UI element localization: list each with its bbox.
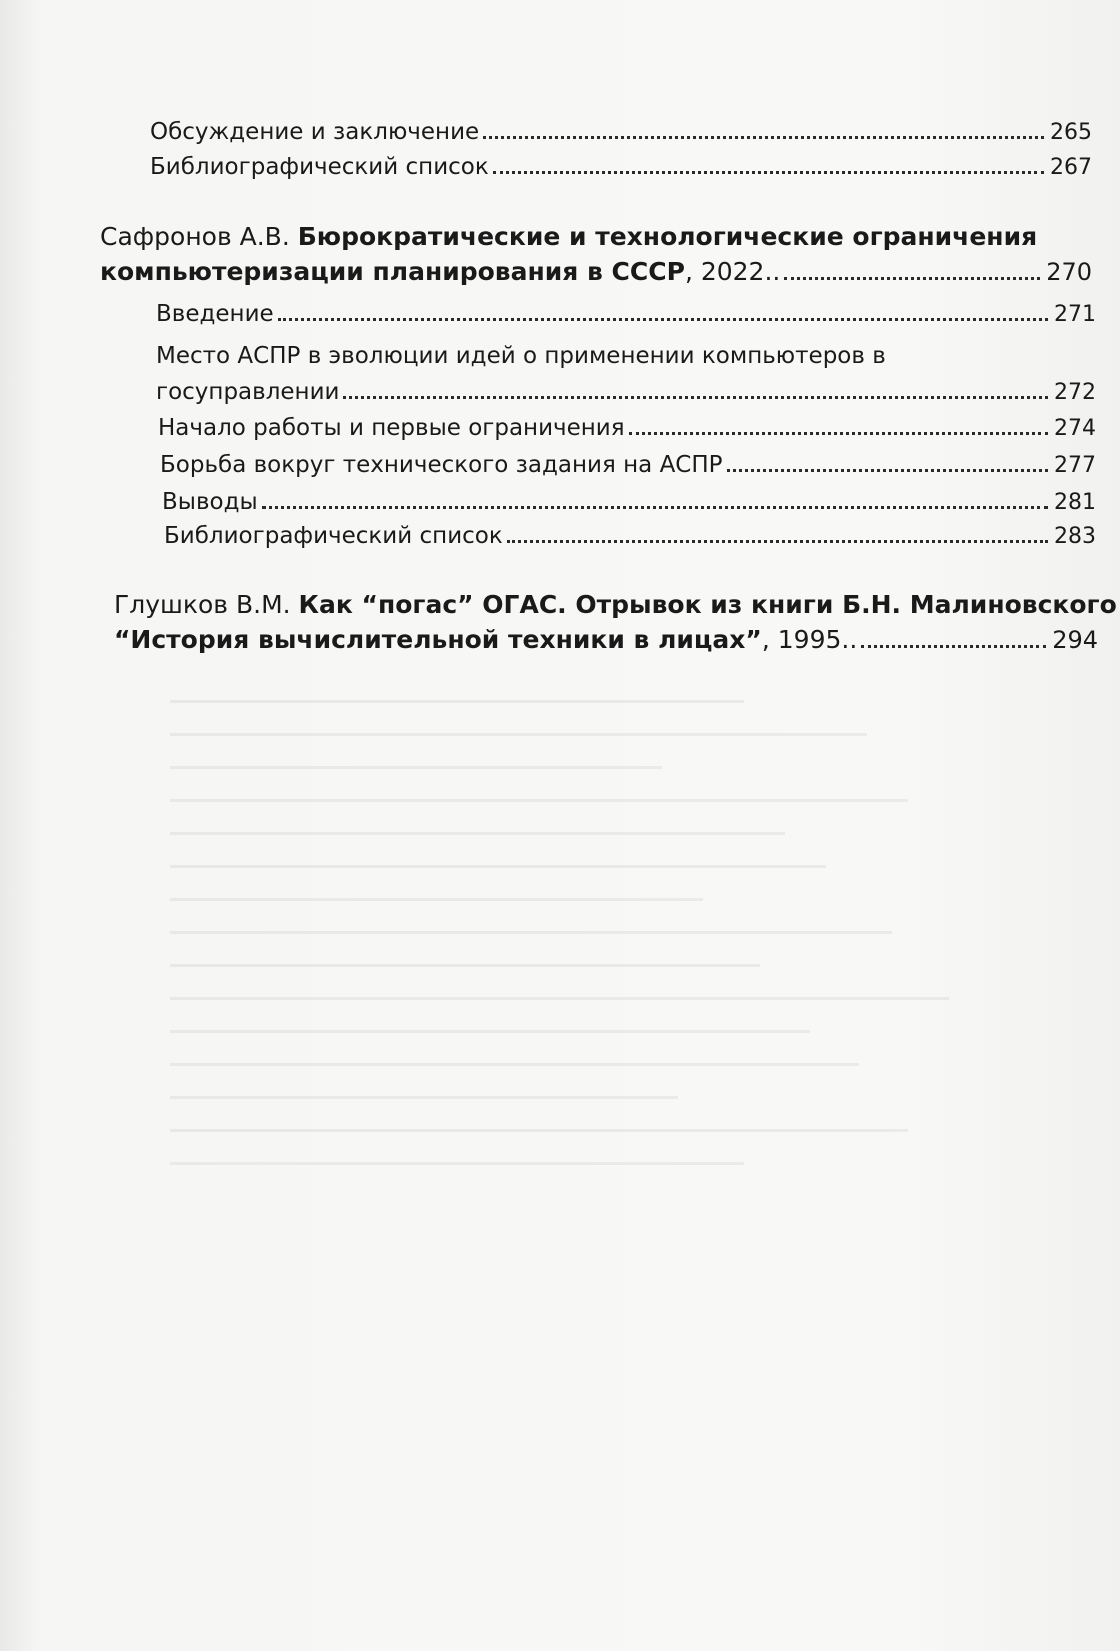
leader-dots	[262, 506, 1048, 509]
leader-dots	[861, 645, 1046, 648]
toc-entry-title: Введение	[156, 301, 274, 327]
leader-dots	[483, 136, 1044, 139]
toc-entry[interactable]	[162, 488, 1096, 517]
toc-entry-page: 283	[1054, 524, 1096, 549]
toc-entry-page: 294	[1052, 626, 1098, 654]
chapter-heading-line2[interactable]	[100, 258, 1092, 286]
toc-entry-page: 265	[1050, 120, 1092, 145]
leader-dots	[493, 171, 1044, 174]
bleed-through-text	[170, 700, 990, 1600]
leader-dots	[278, 318, 1048, 321]
toc-entry-title: Начало работы и первые ограничения	[158, 415, 625, 441]
toc-entry-page: 281	[1054, 490, 1096, 515]
chapter-title: компьютеризации планирования в СССР	[100, 257, 685, 286]
chapter-title: Как “погас” ОГАС. Отрывок из книги Б.Н. Малиновского	[298, 590, 1117, 619]
toc-entry-title: Место АСПР в эволюции идей о применении компьютеров в	[156, 343, 886, 369]
toc-entry-title: Выводы	[162, 489, 258, 515]
chapter-heading[interactable]	[114, 590, 1117, 620]
chapter-heading[interactable]	[100, 222, 1037, 252]
toc-entry-page: 267	[1050, 155, 1092, 180]
chapter-title: “История вычислительной техники в лицах”	[114, 625, 762, 654]
toc-entry-title: Библиографический список	[150, 154, 489, 180]
toc-entry[interactable]	[156, 300, 1096, 329]
toc-entry-page: 272	[1054, 380, 1096, 405]
leader-dots	[727, 469, 1048, 472]
toc-entry-page: 277	[1054, 453, 1096, 478]
leader-dots	[343, 396, 1048, 399]
leader-dots	[784, 277, 1040, 280]
toc-entry[interactable]	[164, 522, 1096, 551]
chapter-author: Сафронов А.В.	[100, 222, 290, 251]
leader-dots	[629, 432, 1048, 435]
toc-entry-title: Обсуждение и заключение	[150, 119, 480, 145]
toc-entry[interactable]	[156, 342, 1096, 370]
toc-entry[interactable]	[158, 414, 1096, 443]
chapter-heading-line2[interactable]	[114, 626, 1098, 654]
toc-entry[interactable]	[156, 378, 1096, 407]
toc-entry-page: 270	[1046, 258, 1092, 286]
toc-entry[interactable]	[160, 451, 1096, 480]
toc-entry-title: Борьба вокруг технического задания на АСПР	[160, 452, 723, 478]
toc-entry-title: Библиографический список	[164, 523, 503, 549]
toc-entry[interactable]	[150, 153, 1092, 182]
toc-entry-page: 271	[1054, 302, 1096, 327]
chapter-title: Бюрократические и технологические ограничения	[297, 222, 1038, 251]
toc-entry[interactable]	[150, 118, 1092, 147]
toc-entry-page: 274	[1054, 416, 1096, 441]
chapter-author: Глушков В.М.	[114, 590, 291, 619]
chapter-year: , 2022..	[684, 257, 781, 286]
chapter-year: , 1995..	[761, 625, 858, 654]
toc-entry-title: госуправлении	[156, 379, 340, 405]
leader-dots	[507, 540, 1048, 543]
